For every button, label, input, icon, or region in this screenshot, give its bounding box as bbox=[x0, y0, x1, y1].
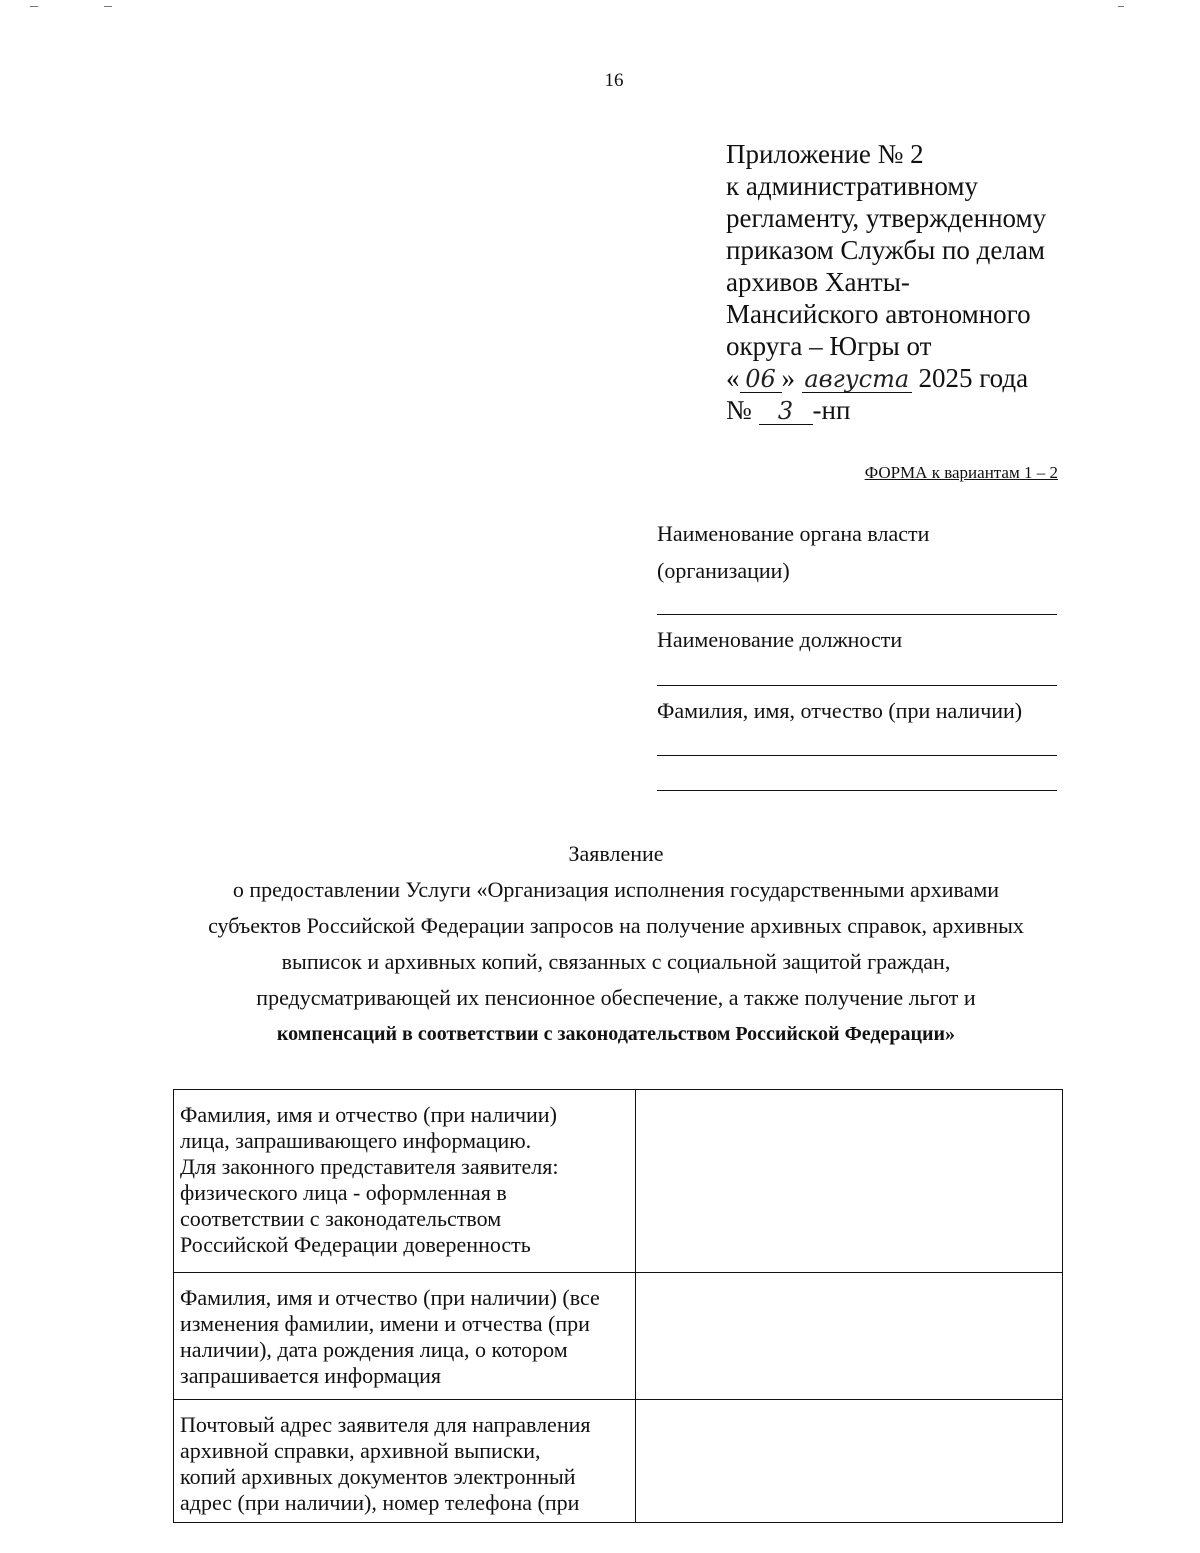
appendix-line: приказом Службы по делам bbox=[726, 235, 1045, 265]
field-label-line: Фамилия, имя и отчество (при наличии) (все bbox=[180, 1285, 600, 1310]
scan-artifact bbox=[1118, 6, 1124, 7]
field-label-line: физического лица - оформленная в bbox=[180, 1180, 507, 1205]
field-label-line: соответствии с законодательством bbox=[180, 1206, 502, 1231]
statement-line: выписок и архивных копий, связанных с социальной защитой граждан, bbox=[281, 949, 951, 974]
field-label-line: адрес (при наличии), номер телефона (при bbox=[180, 1490, 580, 1515]
field-label-line: запрашивается информация bbox=[180, 1363, 441, 1388]
application-form-table bbox=[173, 1089, 1063, 1523]
position-label: Наименование должности bbox=[657, 627, 903, 652]
statement-line: о предоставлении Услуги «Организация исполнения государственными архивами bbox=[232, 877, 1000, 902]
statement-line: субъектов Российской Федерации запросов на получение архивных справок, архивных bbox=[208, 913, 1024, 938]
scan-artifact bbox=[30, 6, 38, 7]
appendix-number-line bbox=[726, 394, 1066, 426]
form-variant-label: ФОРМА к вариантам 1 – 2 bbox=[864, 463, 1058, 482]
date-close-quote: » bbox=[781, 363, 795, 393]
appendix-line: Мансийского автономного bbox=[726, 299, 1031, 329]
recipient-authority bbox=[657, 515, 1057, 589]
statement-title: Заявление bbox=[568, 841, 664, 866]
date-year: 2025 года bbox=[918, 363, 1029, 393]
field-label-line: изменения фамилии, имени и отчества (при bbox=[180, 1311, 590, 1336]
field-label-line: Для законного представителя заявителя: bbox=[180, 1154, 559, 1179]
field-label-line: архивной справки, архивной выписки, bbox=[180, 1438, 541, 1463]
field-label-cell bbox=[174, 1090, 636, 1273]
field-value-cell[interactable] bbox=[636, 1400, 1063, 1523]
full-name-label: Фамилия, имя, отчество (при наличии) bbox=[657, 698, 1023, 723]
appendix-line: округа – Югры от bbox=[726, 331, 932, 361]
field-value-cell[interactable] bbox=[636, 1273, 1063, 1400]
field-label-cell bbox=[174, 1273, 636, 1400]
appendix-line: регламенту, утвержденному bbox=[726, 203, 1047, 233]
appendix-line: к административному bbox=[726, 171, 978, 201]
number-sign: № bbox=[726, 395, 752, 425]
number-suffix: -нп bbox=[812, 395, 851, 425]
appendix-line: Приложение № 2 bbox=[726, 139, 924, 169]
table-row bbox=[174, 1400, 1063, 1523]
handwritten-number: 3 bbox=[759, 398, 813, 425]
authority-label-line2: (организации) bbox=[657, 558, 790, 583]
appendix-date-line bbox=[726, 362, 1066, 394]
table-row bbox=[174, 1273, 1063, 1400]
field-label-line: Фамилия, имя и отчество (при наличии) bbox=[180, 1102, 557, 1127]
statement-line: предусматривающей их пенсионное обеспечение, а также получение льгот и bbox=[256, 985, 976, 1010]
field-label-line: Российской Федерации доверенность bbox=[180, 1232, 531, 1257]
scan-artifact bbox=[104, 6, 112, 7]
statement-title-block bbox=[30, 836, 1200, 1052]
field-label-line: копий архивных документов электронный bbox=[180, 1464, 576, 1489]
field-label-line: лица, запрашивающего информацию. bbox=[180, 1128, 532, 1153]
page-number: 16 bbox=[604, 70, 624, 91]
recipient-full-name bbox=[657, 692, 1057, 729]
recipient-position bbox=[657, 621, 1057, 658]
appendix-header bbox=[726, 138, 1066, 426]
appendix-line: архивов Ханты- bbox=[726, 267, 910, 297]
handwritten-day: 06 bbox=[740, 366, 782, 393]
authority-label-line1: Наименование органа власти bbox=[657, 521, 930, 546]
field-label-line: Почтовый адрес заявителя для направления bbox=[180, 1412, 591, 1437]
field-label-line: наличии), дата рождения лица, о котором bbox=[180, 1337, 568, 1362]
handwritten-month: августа bbox=[802, 366, 912, 393]
date-open-quote: « bbox=[726, 363, 740, 393]
table-row bbox=[174, 1090, 1063, 1273]
statement-line-bold: компенсаций в соответствии с законодательством Российской Федерации» bbox=[276, 1023, 956, 1045]
field-label-cell bbox=[174, 1400, 636, 1523]
field-value-cell[interactable] bbox=[636, 1090, 1063, 1273]
